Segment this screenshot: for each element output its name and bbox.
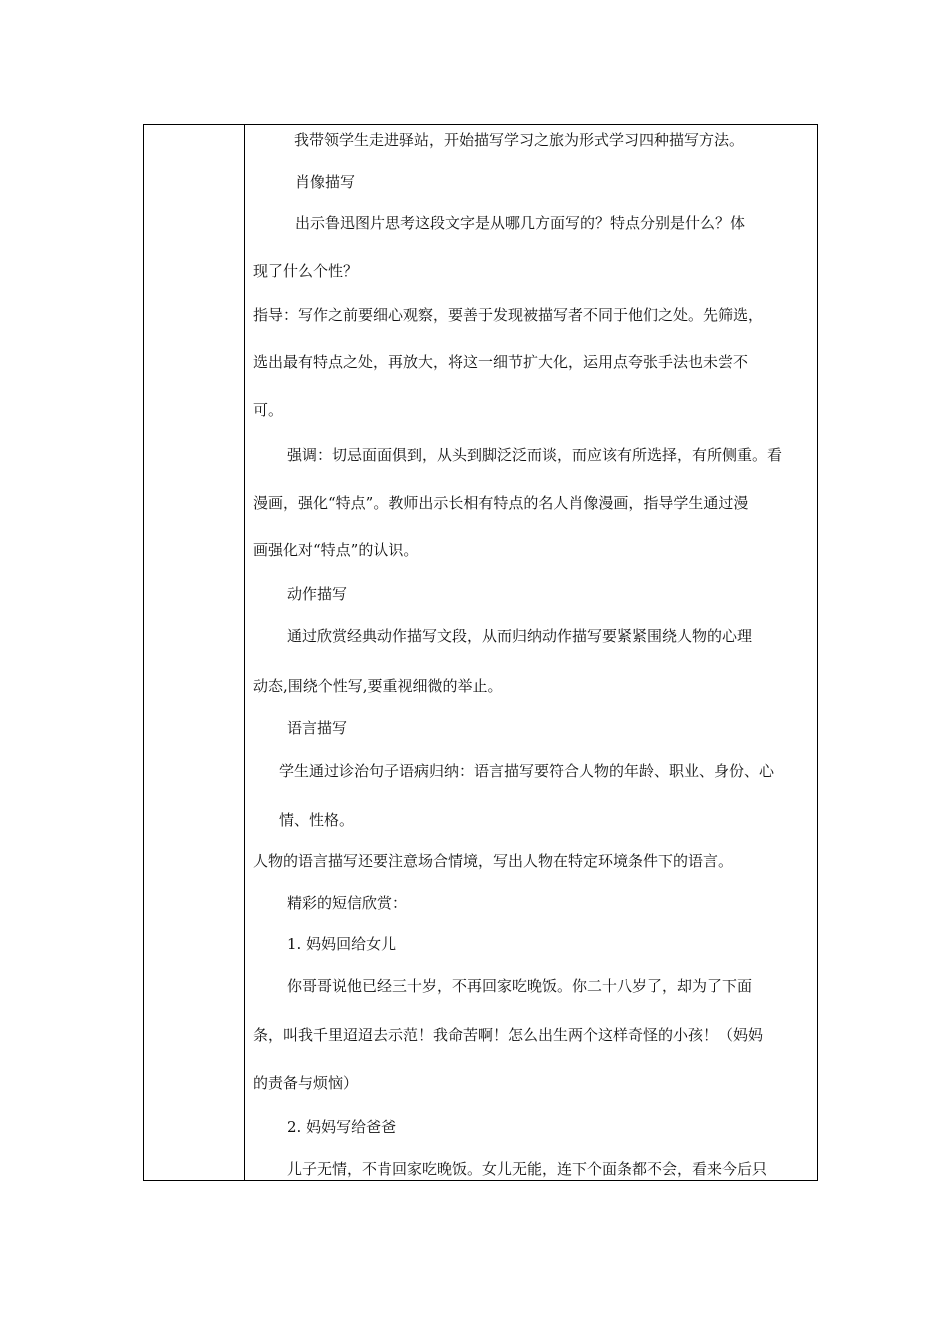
- paragraph-line: 你哥哥说他已经三十岁，不再回家吃晚饭。你二十八岁了，却为了下面: [287, 977, 753, 995]
- list-item-1: 1. 妈妈回给女儿: [287, 935, 397, 953]
- paragraph-line: 条，叫我千里迢迢去示范！我命苦啊！怎么出生两个这样奇怪的小孩！（妈妈: [253, 1026, 764, 1044]
- paragraph-line: 儿子无情，不肯回家吃晚饭。女儿无能，连下个面条都不会，看来今后只: [287, 1160, 768, 1178]
- list-item-2: 2. 妈妈写给爸爸: [287, 1118, 397, 1136]
- paragraph-line: 漫画，强化“特点”。教师出示长相有特点的名人肖像漫画，指导学生通过漫: [253, 494, 749, 512]
- table-left-cell: [144, 125, 245, 1180]
- paragraph-line: 我带领学生走进驿站，开始描写学习之旅为形式学习四种描写方法。: [294, 131, 745, 149]
- paragraph-line: 人物的语言描写还要注意场合情境，写出人物在特定环境条件下的语言。: [253, 852, 734, 870]
- paragraph-line: 出示鲁迅图片思考这段文字是从哪几方面写的？特点分别是什么？体: [295, 214, 746, 232]
- paragraph-line: 可。: [253, 401, 284, 419]
- section-heading-action: 动作描写: [287, 585, 348, 603]
- paragraph-line: 学生通过诊治句子语病归纳：语言描写要符合人物的年龄、职业、身份、心: [279, 762, 775, 780]
- paragraph-line: 情、性格。: [279, 811, 355, 829]
- paragraph-line: 画强化对“特点”的认识。: [253, 541, 419, 559]
- paragraph-line: 的责备与烦恼）: [253, 1074, 359, 1092]
- paragraph-line: 选出最有特点之处，再放大，将这一细节扩大化，运用点夸张手法也未尝不: [253, 353, 749, 371]
- paragraph-line: 现了什么个性？: [253, 262, 359, 280]
- table-content-cell: [245, 125, 817, 1180]
- section-heading-language: 语言描写: [287, 719, 348, 737]
- paragraph-line: 强调：切忌面面俱到，从头到脚泛泛而谈，而应该有所选择，有所侧重。看: [287, 446, 783, 464]
- paragraph-line: 指导：写作之前要细心观察，要善于发现被描写者不同于他们之处。先筛选，: [253, 306, 764, 324]
- section-heading-portrait: 肖像描写: [295, 173, 356, 191]
- paragraph-line: 动态,围绕个性写,要重视细微的举止。: [253, 677, 503, 695]
- paragraph-line: 通过欣赏经典动作描写文段，从而归纳动作描写要紧紧围绕人物的心理: [287, 627, 753, 645]
- lesson-table: [143, 124, 818, 1181]
- paragraph-line: 精彩的短信欣赏：: [287, 894, 408, 912]
